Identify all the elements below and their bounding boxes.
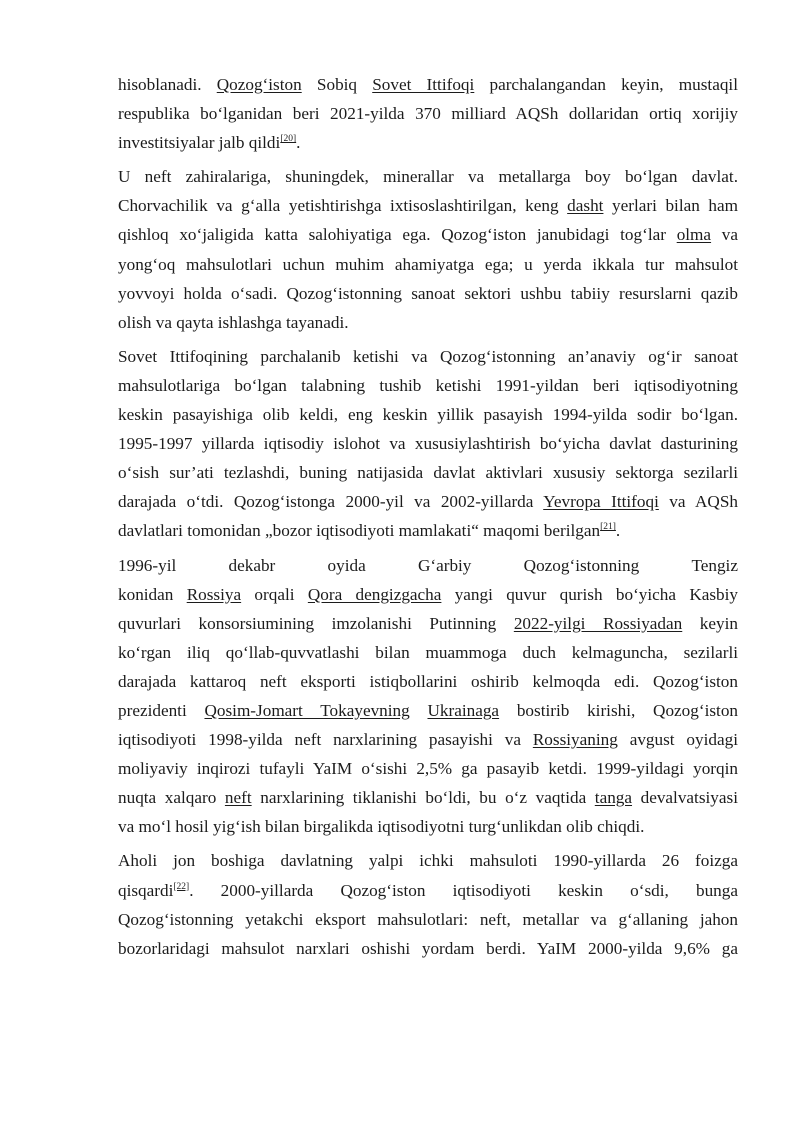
text-line: darajada kattaroq neft eksporti istiqbollarini oshirib kelmoqda edi. Qozog‘iston	[118, 671, 738, 691]
text-span: devalvatsiyasi	[632, 788, 738, 808]
text-span: va	[711, 225, 738, 245]
word: oyida	[327, 555, 366, 575]
text-line: bozorlaridagi mahsulot narxlari oshishi yordam berdi. YaIM 2000-yilda 9,6% ga	[118, 938, 738, 958]
text-span: konidan	[118, 584, 187, 604]
text-span: iqtisodiyoti 1998-yilda neft narxlarining pasayishi va	[118, 730, 533, 750]
paragraph-gdp	[118, 846, 738, 962]
text-span: darajada o‘tdi. Qozog‘istonga 2000-yil va 2002-yillarda	[118, 492, 544, 512]
text-span: investitsiyalar jalb qildi	[118, 133, 281, 153]
link-rossiyaning[interactable]: Rossiyaning	[532, 730, 618, 750]
text-line	[118, 70, 738, 99]
link-qora-dengiz[interactable]: Qora dengizgacha	[307, 584, 442, 604]
text-line: 1995-1997 yillarda iqtisodiy islohot va xususiylashtirish bo‘yicha davlat dasturining	[118, 434, 738, 454]
paragraph-resources	[118, 162, 738, 337]
link-tanga[interactable]: tanga	[594, 788, 633, 808]
text-span: yangi quvur qurish bo‘yicha Kasbiy	[441, 584, 739, 604]
text-line: Aholi jon boshiga davlatning yalpi ichki mahsuloti 1990-yillarda 26 foizga	[118, 851, 738, 871]
word: Tengiz	[691, 555, 738, 575]
footnote-ref-20[interactable]: [20]	[280, 134, 297, 145]
text-span: nuqta xalqaro	[118, 788, 225, 808]
link-tokayev[interactable]: Qosim-Jomart Tokayevning	[204, 700, 410, 720]
word: G‘arbiy	[417, 555, 472, 575]
footnote-ref-21[interactable]: [21]	[600, 522, 616, 533]
text-span: Sobiq	[301, 75, 373, 94]
text-span: . 2000-yillarda Qozog‘iston iqtisodiyoti keskin o‘sdi, bunga	[189, 880, 738, 900]
link-sovet-ittifoqi[interactable]: Sovet Ittifoqi	[372, 75, 475, 94]
text-span: va AQSh	[658, 492, 738, 512]
text-line	[118, 551, 738, 580]
word: dekabr	[228, 555, 276, 575]
text-line: olish va qayta ishlashga tayanadi.	[118, 312, 349, 332]
text-line	[118, 128, 738, 157]
text-line	[118, 725, 738, 754]
text-line	[118, 580, 738, 609]
footnote-ref-22[interactable]: [22]	[173, 881, 190, 892]
text-line: keskin pasayishiga olib keldi, eng keskin yillik pasayish 1994-yilda sodir bo‘lgan.	[118, 405, 738, 425]
text-line: yong‘oq mahsulotlari uchun muhim ahamiyatga ega; u yerda ikkala tur mahsulot	[118, 254, 738, 274]
text-line: U neft zahiralariga, shuningdek, minerallar va metallarga boy bo‘lgan davlat.	[118, 167, 738, 187]
link-2022-rossiyadan[interactable]: 2022-yilgi Rossiyadan	[513, 613, 683, 633]
text-line	[118, 487, 738, 516]
text-span: qishloq xo‘jaligida katta salohiyatiga ega. Qozog‘iston janubidagi tog‘lar	[118, 225, 677, 245]
text-line: va mo‘l hosil yig‘ish bilan birgalikda iqtisodiyotni turg‘unlikdan olib chiqdi.	[118, 817, 645, 837]
text-span: .	[296, 133, 301, 153]
text-span: parchalangandan keyin, mustaqil	[474, 75, 738, 94]
text-line	[118, 191, 738, 220]
link-ukrainaga[interactable]: Ukrainaga	[427, 700, 500, 720]
text-span: avgust oyidagi	[617, 730, 738, 750]
text-line	[118, 516, 738, 545]
text-line: moliyaviy inqirozi tufayli YaIM o‘sishi 2,5% ga pasayib ketdi. 1999-yildagi yorqin	[118, 759, 738, 779]
text-span: Chorvachilik va g‘alla yetishtirishga ixtisoslashtirilgan, keng	[118, 196, 568, 216]
text-span	[410, 701, 428, 720]
text-span: quvurlari konsorsiumining imzolanishi Putinning	[118, 613, 514, 633]
paragraph-oil-export	[118, 551, 738, 842]
text-span: prezidenti	[118, 700, 205, 720]
paragraph-soviet-collapse	[118, 342, 738, 546]
text-line: o‘sish sur’ati tezlashdi, buning natijasida davlat aktivlari xususiy sektorga sezilarli	[118, 463, 738, 483]
text-line	[118, 696, 738, 725]
text-line: ko‘rgan iliq qo‘llab-quvvatlashi bilan muammoga duch kelmaguncha, sezilarli	[118, 642, 738, 662]
link-rossiya[interactable]: Rossiya	[186, 584, 242, 604]
word: 1996-yil	[118, 555, 177, 575]
text-line	[118, 220, 738, 249]
text-span: .	[615, 521, 621, 541]
text-span: qisqardi	[118, 880, 174, 900]
text-span: keyin	[682, 613, 738, 633]
text-line	[118, 609, 738, 638]
link-yevropa-ittifoqi[interactable]: Yevropa Ittifoqi	[543, 492, 659, 512]
text-span: yerlari bilan ham	[603, 196, 739, 216]
text-line: Sovet Ittifoqining parchalanib ketishi va Qozog‘istonning an’anaviy og‘ir sanoat	[118, 346, 738, 366]
text-line	[118, 783, 738, 812]
text-span: davlatlari tomonidan „bozor iqtisodiyoti mamlakati“ maqomi berilgan	[118, 521, 601, 541]
link-qozogiston[interactable]: Qozog‘iston	[216, 75, 302, 94]
text-line: respublika bo‘lganidan beri 2021-yilda 370 milliard AQSh dollaridan ortiq xorijiy	[118, 104, 738, 124]
link-dasht[interactable]: dasht	[567, 196, 604, 216]
text-span: orqali	[241, 584, 308, 604]
link-neft[interactable]: neft	[224, 788, 252, 808]
text-span: bostirib kirishi, Qozog‘iston	[499, 700, 739, 720]
text-line: mahsulotlariga bo‘lgan talabning tushib ketishi 1991-yildan beri iqtisodiyotning	[118, 375, 738, 395]
paragraph-investments	[118, 70, 738, 157]
text-line: Qozog‘istonning yetakchi eksport mahsulotlari: neft, metallar va g‘allaning jahon	[118, 909, 738, 929]
text-span: narxlarining tiklanishi bo‘ldi, bu o‘z vaqtida	[251, 788, 595, 808]
word: Qozog‘istonning	[523, 555, 640, 575]
text-line: yovvoyi holda o‘sadi. Qozog‘istonning sanoat sektori ushbu tabiiy resurslarni qazib	[118, 283, 738, 303]
link-olma[interactable]: olma	[676, 225, 712, 245]
text-line	[118, 876, 738, 905]
text-span: hisoblanadi.	[118, 75, 217, 94]
document-page	[118, 70, 738, 968]
